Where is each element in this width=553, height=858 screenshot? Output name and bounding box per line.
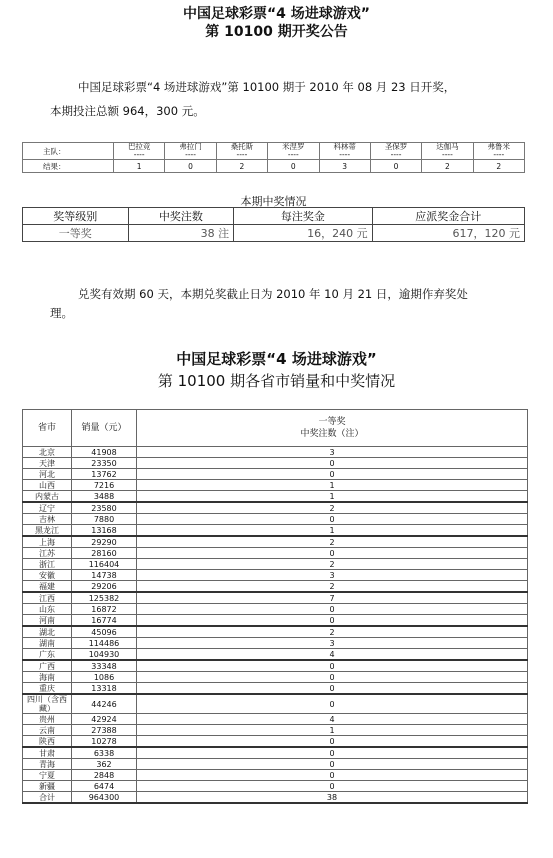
sales-amount: 125382 [72, 592, 137, 604]
sales-row [23, 447, 528, 458]
sales-row [23, 672, 528, 683]
team-cell [422, 143, 473, 160]
sales-winners: 3 [137, 570, 528, 581]
sales-amount: 14738 [72, 570, 137, 581]
prize-level: 一等奖 [23, 225, 129, 242]
sales-province: 合计 [23, 792, 72, 804]
sales-header-province: 省市 [23, 410, 72, 447]
sales-winners: 4 [137, 649, 528, 661]
sales-amount: 362 [72, 759, 137, 770]
sales-header-win2: 中奖注数（注） [300, 429, 364, 439]
sales-row [23, 781, 528, 792]
sales-province: 上海 [23, 536, 72, 548]
notice-line-1: 兑奖有效期 60 天，本期兑奖截止日为 2010 年 10 月 21 日，逾期作弃奖处 [78, 287, 468, 301]
team-name: 弗鲁米 [487, 142, 511, 151]
notice-line-2: 理。 [50, 306, 73, 320]
sales-province: 天津 [23, 458, 72, 469]
team-cell [370, 143, 421, 160]
team-cell [473, 143, 524, 160]
sales-title: 中国足球彩票“4 场进球游戏” [176, 350, 377, 368]
sales-amount: 10278 [72, 736, 137, 748]
sales-header-winners [137, 410, 528, 447]
sales-row [23, 480, 528, 491]
sales-row [23, 469, 528, 480]
team-name: 桑托斯 [230, 142, 254, 151]
team-dash: ---- [390, 150, 402, 159]
prize-header-level: 奖等级别 [23, 208, 129, 225]
sales-province: 黑龙江 [23, 525, 72, 537]
sales-row [23, 581, 528, 593]
prize-caption: 本期中奖情况 [240, 195, 307, 208]
sales-amount: 33348 [72, 660, 137, 672]
sales-province: 新疆 [23, 781, 72, 792]
sales-amount: 13168 [72, 525, 137, 537]
sales-winners: 2 [137, 536, 528, 548]
sales-winners: 0 [137, 781, 528, 792]
sales-row [23, 736, 528, 748]
sales-amount: 104930 [72, 649, 137, 661]
sales-winners: 0 [137, 469, 528, 480]
prize-row [23, 225, 525, 242]
result-cell: 2 [473, 160, 524, 173]
sales-province: 重庆 [23, 683, 72, 695]
sales-province: 湖南 [23, 638, 72, 649]
sales-province: 河南 [23, 615, 72, 627]
sales-province: 北京 [23, 447, 72, 458]
prize-total: 617，120 元 [372, 225, 524, 242]
result-cell: 0 [268, 160, 319, 173]
sales-winners: 2 [137, 502, 528, 514]
prize-header-count: 中奖注数 [128, 208, 234, 225]
sales-header-win1: 一等奖 [318, 417, 346, 427]
sales-province: 四川（含西藏） [23, 694, 72, 714]
team-cell [165, 143, 216, 160]
sales-winners: 0 [137, 759, 528, 770]
sales-amount: 45096 [72, 626, 137, 638]
sales-row [23, 792, 528, 804]
sales-amount: 116404 [72, 559, 137, 570]
sales-winners: 0 [137, 694, 528, 714]
sales-province: 广东 [23, 649, 72, 661]
sales-winners: 0 [137, 548, 528, 559]
sales-winners: 3 [137, 638, 528, 649]
sales-row [23, 570, 528, 581]
team-dash: ---- [493, 150, 505, 159]
team-dash: ---- [339, 150, 351, 159]
sales-row [23, 525, 528, 537]
sales-winners: 0 [137, 660, 528, 672]
announcement-subtitle: 第 10100 期开奖公告 [205, 24, 348, 40]
sales-winners: 1 [137, 491, 528, 503]
sales-province: 广西 [23, 660, 72, 672]
team-dash: ---- [185, 150, 196, 159]
sales-amount: 3488 [72, 491, 137, 503]
sales-winners: 0 [137, 770, 528, 781]
sales-row [23, 770, 528, 781]
sales-table [22, 409, 528, 804]
match-results-table [22, 142, 525, 173]
sales-row [23, 491, 528, 503]
sales-province: 青海 [23, 759, 72, 770]
sales-amount: 964300 [72, 792, 137, 804]
sales-winners: 0 [137, 458, 528, 469]
team-dash: ---- [236, 150, 248, 159]
sales-amount: 7216 [72, 480, 137, 491]
sales-province: 江苏 [23, 548, 72, 559]
sales-winners: 0 [137, 615, 528, 627]
sales-province: 海南 [23, 672, 72, 683]
sales-province: 山西 [23, 480, 72, 491]
sales-province: 浙江 [23, 559, 72, 570]
sales-row [23, 592, 528, 604]
sales-province: 湖北 [23, 626, 72, 638]
sales-amount: 29290 [72, 536, 137, 548]
result-label: 结果： [23, 160, 114, 173]
sales-winners: 2 [137, 626, 528, 638]
sales-row [23, 615, 528, 627]
result-cell: 0 [370, 160, 421, 173]
sales-row [23, 604, 528, 615]
sales-row [23, 559, 528, 570]
team-name: 圣保罗 [384, 142, 408, 151]
sales-province: 宁夏 [23, 770, 72, 781]
sales-amount: 44246 [72, 694, 137, 714]
sales-amount: 28160 [72, 548, 137, 559]
sales-row [23, 514, 528, 525]
sales-winners: 2 [137, 581, 528, 593]
sales-winners: 4 [137, 714, 528, 725]
team-cell [268, 143, 319, 160]
sales-amount: 13762 [72, 469, 137, 480]
sales-row [23, 458, 528, 469]
sales-winners: 0 [137, 683, 528, 695]
sales-winners: 7 [137, 592, 528, 604]
sales-amount: 7880 [72, 514, 137, 525]
sales-row [23, 747, 528, 759]
sales-winners: 3 [137, 447, 528, 458]
sales-row [23, 660, 528, 672]
sales-amount: 13318 [72, 683, 137, 695]
sales-winners: 1 [137, 480, 528, 491]
sales-amount: 16774 [72, 615, 137, 627]
sales-row [23, 649, 528, 661]
sales-amount: 29206 [72, 581, 137, 593]
sales-amount: 23350 [72, 458, 137, 469]
team-dash: ---- [442, 150, 453, 159]
sales-winners: 0 [137, 672, 528, 683]
result-cell: 3 [319, 160, 370, 173]
sales-subtitle: 第 10100 期各省市销量和中奖情况 [157, 372, 396, 390]
sales-winners: 38 [137, 792, 528, 804]
team-cell [114, 143, 165, 160]
intro-line-1: 中国足球彩票“4 场进球游戏”第 10100 期于 2010 年 08 月 23 日开奖， [78, 80, 456, 94]
sales-winners: 0 [137, 604, 528, 615]
intro-line-2: 本期投注总额 964，300 元。 [50, 104, 205, 118]
announcement-title: 中国足球彩票“4 场进球游戏” [182, 6, 371, 22]
sales-amount: 23580 [72, 502, 137, 514]
sales-header-sales: 销量（元） [72, 410, 137, 447]
sales-amount: 2848 [72, 770, 137, 781]
match-result-row [23, 160, 525, 173]
sales-row [23, 725, 528, 736]
sales-winners: 0 [137, 747, 528, 759]
team-name: 巴拉竞 [127, 142, 151, 151]
sales-row [23, 536, 528, 548]
result-cell: 0 [165, 160, 216, 173]
sales-province: 云南 [23, 725, 72, 736]
team-dash: ---- [133, 150, 145, 159]
team-name: 达伽马 [436, 142, 459, 151]
team-name: 米涅罗 [282, 142, 305, 151]
team-name: 科林蒂 [333, 142, 356, 151]
sales-province: 内蒙古 [23, 491, 72, 503]
result-cell: 2 [216, 160, 267, 173]
sales-row [23, 638, 528, 649]
prize-header-row [23, 208, 525, 225]
sales-amount: 16872 [72, 604, 137, 615]
team-dash: ---- [287, 150, 299, 159]
home-label: 主队： [23, 143, 114, 160]
sales-province: 安徽 [23, 570, 72, 581]
result-cell: 2 [422, 160, 473, 173]
sales-winners: 0 [137, 514, 528, 525]
sales-amount: 1086 [72, 672, 137, 683]
result-cell: 1 [114, 160, 165, 173]
sales-row [23, 714, 528, 725]
sales-province: 辽宁 [23, 502, 72, 514]
sales-row [23, 759, 528, 770]
prize-count: 38 注 [128, 225, 234, 242]
team-name: 弗拉门 [179, 142, 202, 151]
sales-amount: 114486 [72, 638, 137, 649]
sales-winners: 2 [137, 559, 528, 570]
prize-header-amount: 每注奖金 [234, 208, 372, 225]
sales-province: 江西 [23, 592, 72, 604]
sales-row [23, 683, 528, 695]
sales-winners: 0 [137, 736, 528, 748]
team-cell [216, 143, 267, 160]
prize-table [22, 207, 525, 242]
sales-header-row [23, 410, 528, 447]
sales-province: 陕西 [23, 736, 72, 748]
team-cell [319, 143, 370, 160]
sales-province: 山东 [23, 604, 72, 615]
prize-amount: 16，240 元 [234, 225, 372, 242]
sales-row [23, 626, 528, 638]
sales-amount: 42924 [72, 714, 137, 725]
sales-province: 河北 [23, 469, 72, 480]
prize-header-total: 应派奖金合计 [372, 208, 524, 225]
sales-province: 贵州 [23, 714, 72, 725]
sales-row [23, 694, 528, 714]
sales-province: 吉林 [23, 514, 72, 525]
sales-amount: 41908 [72, 447, 137, 458]
sales-province: 甘肃 [23, 747, 72, 759]
sales-amount: 6338 [72, 747, 137, 759]
sales-amount: 27388 [72, 725, 137, 736]
sales-winners: 1 [137, 725, 528, 736]
sales-winners: 1 [137, 525, 528, 537]
sales-amount: 6474 [72, 781, 137, 792]
sales-row [23, 548, 528, 559]
sales-row [23, 502, 528, 514]
sales-province: 福建 [23, 581, 72, 593]
match-home-row [23, 143, 525, 160]
